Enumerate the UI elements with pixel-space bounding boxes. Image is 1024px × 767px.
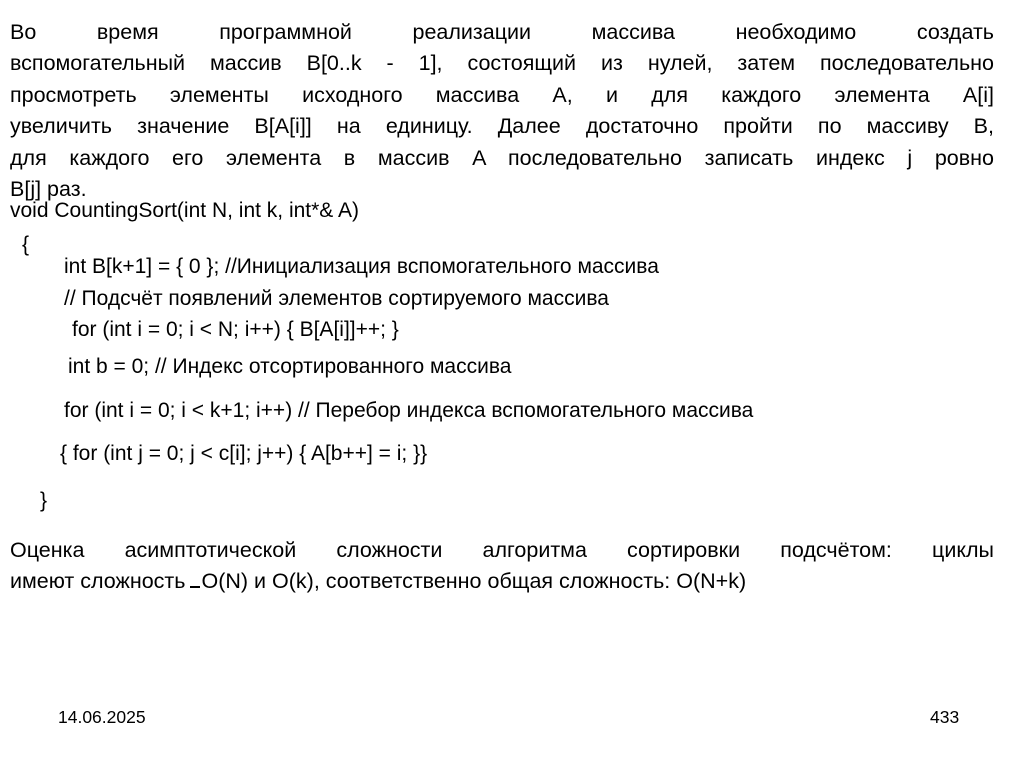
code-array-init: int B[k+1] = { 0 }; //Инициализация вспомогательного массива [64, 255, 659, 278]
code-close-brace: } [40, 489, 48, 512]
code-count-loop: for (int i = 0; i < N; i++) { B[A[i]]++; } [72, 318, 399, 341]
intro-line-4: увеличить значение B[A[i]] на единицу. Далее достаточно пройти по массиву B, [10, 114, 994, 139]
code-outer-loop: for (int i = 0; i < k+1; i++) // Перебор индекса вспомогательного массива [64, 399, 754, 422]
intro-line-6: B[j] раз. [10, 177, 87, 202]
complexity-paragraph [10, 535, 994, 598]
code-inner-loop: { for (int j = 0; j < c[i]; j++) { A[b++] = i; }} [60, 442, 428, 465]
code-signature: void CountingSort(int N, int k, int*& A) [10, 199, 359, 222]
intro-line-2: вспомогательный массив B[0..k - 1], состоящий из нулей, затем последовательно [10, 51, 994, 76]
page-number: 433 [930, 707, 960, 727]
code-count-comment: // Подсчёт появлений элементов сортируемого массива [64, 287, 609, 310]
complexity-line-2-end: O(N) и O(k), соответственно общая сложность: O(N+k) [201, 569, 747, 594]
complexity-line-1: Оценка асимптотической сложности алгоритма сортировки подсчётом: циклы [10, 538, 994, 562]
footer-date: 14.06.2025 [58, 707, 146, 727]
intro-line-3: просмотреть элементы исходного массива A, и для каждого элемента A[i] [10, 82, 994, 107]
underscore-mark [190, 572, 200, 588]
complexity-line-2-start: имеют сложность [10, 569, 186, 594]
code-open-brace: { [22, 233, 30, 256]
complexity-line-2 [10, 566, 994, 597]
intro-line-1: Во время программной реализации массива необходимо создать [10, 20, 994, 44]
intro-paragraph [10, 17, 994, 205]
code-index-init: int b = 0; // Индекс отсортированного массива [68, 355, 512, 378]
intro-line-5: для каждого его элемента в массив A последовательно записать индекс j ровно [10, 145, 994, 170]
